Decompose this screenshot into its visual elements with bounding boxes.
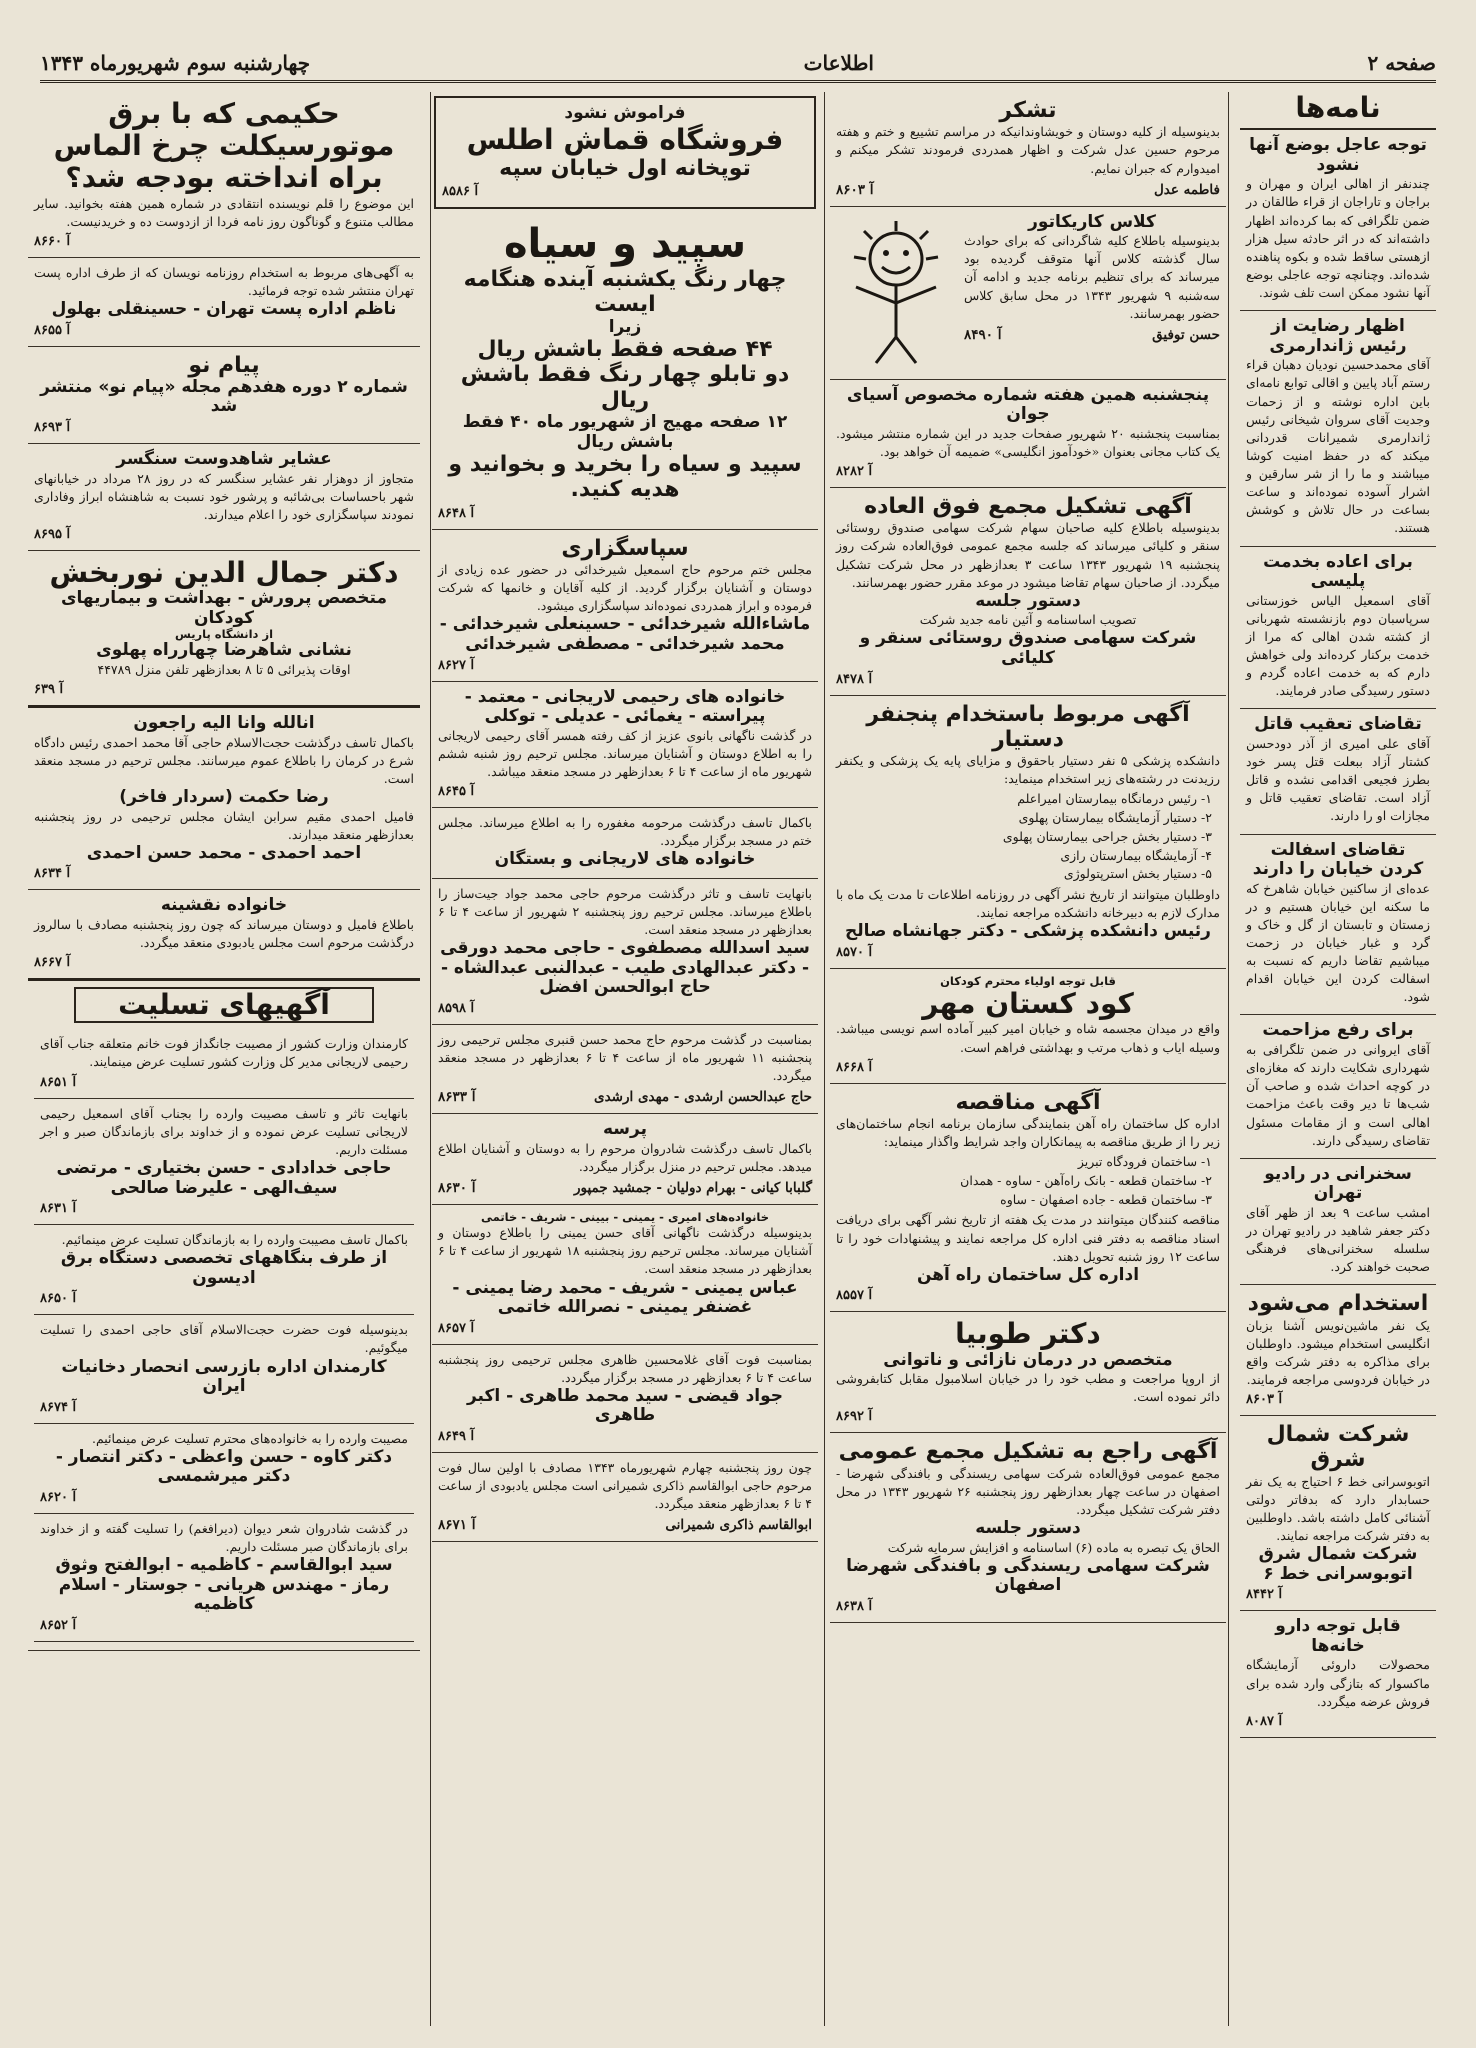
ad-title: قابل توجه دارو خانه‌ها [1275,1616,1401,1656]
letter-body: چندنفر از اهالی ایران و مهران و براجان و تاراجان از قراء طالقان در ضمن تلگرافی که بما کرده‌اند اظهار داشته‌اند که در اثر حادثه سیل هزار ازهستی ساقط شده و بکوه پناهنده شده‌اند. وچنانچه توجه عاجلی بوضع آنها نشود ممکن است تلف شوند. [1246,176,1430,301]
ad-agenda-body: الحاق یک تبصره به ماده (۶) اساسنامه و افزایش سرمایه شرکت [887,1539,1220,1555]
condolence-section [28,981,420,1651]
ad-body-2: مناقصه کنندگان میتوانند در مدت یک هفته از تاریخ نشر آگهی برای دریافت اسناد مناقصه به دفتر فنی اداره کل مراجعه نمایند و پیشنهادات خود را تا ساعت ۱۲ روز شنبه تحویل دهند. [836,1212,1220,1264]
ad-line: چهار رنگ یکشنبه آینده هنگامه ایست [463,267,787,318]
letter [1240,1159,1436,1286]
ad-tribes [28,444,420,551]
ad-title: آگهی مناقصه [955,1089,1101,1115]
letter-body: آقای اسمعیل الیاس خوزستانی سرپاسبان دوم بازنشسته شهربانی از کشته شدن اهالی که مرا از خدمت برکنار کرده‌اند ولی خواهش دارم که به خدمت اعاده گردم و دستور رسیدگی صادر فرمایند. [1246,592,1430,699]
ad-title: خانواده های رحیمی لاریجانی - معتمد - پیراسته - یغمائی - عدیلی - توکلی [464,686,786,727]
ad-code: آ ۸۶۰۳ [836,181,874,198]
ad-line: دو تابلو چهار رنگ فقط باشش ریال [460,362,790,413]
ad-title: آگهی تشکیل مجمع فوق العاده [864,494,1192,520]
ad-obituary [432,1205,818,1345]
ad-body: اتوبوسرانی خط ۶ احتیاج به یک نفر حسابدار دارد که بدفاتر دولتی آشنائی کامل داشته باشد. داوطلبین به دفتر شرکت مراجعه نمایند. [1246,1473,1430,1544]
ad-code: آ ۸۶۵۱ [40,1074,77,1090]
condolence-item [34,1099,414,1225]
ad-signature: خانواده های لاریجانی و بستگان [494,849,756,870]
list-item: ۵- دستیار بخش استرپتولوژی [1063,866,1212,882]
ad-line: زیرا [608,316,642,337]
ad-code: آ ۸۶۳۰ [438,1179,476,1196]
ad-signature: ناظم اداره پست تهران - حسینقلی بهلول [51,299,397,320]
ad-obituary [432,1345,818,1453]
condolence-signature: دکتر کاوه - حسن واعظی - دکتر انتصار - دکتر میرشمسی [55,1446,393,1487]
ad-title: خانواده‌های امیری - یمینی - بیینی - شریف - خاتمی [480,1209,769,1224]
ad-title: شرکت شمال شرق [1266,1422,1410,1473]
condolence-body: بدینوسیله فوت حضرت حجت‌الاسلام آقای حاجی احمدی را تسلیت میگوئیم. [40,1322,408,1356]
condolence-signature: از طرف بنگاههای تخصصی دستگاه برق ادیسون [60,1248,388,1288]
column-rule [430,92,431,2026]
letter [1240,547,1436,710]
ad-signature: شرکت شمال شرق اتوبوسرانی خط ۶ [1258,1544,1418,1584]
ad-obituary [432,879,818,1025]
letter-title: توجه عاجل بوضع آنها نشود [1249,135,1427,175]
ad-code: آ ۸۴۹۰ [964,326,1002,343]
ad-body: بمناسبت در گذشت مرحوم حاج محمد حسن قنبری مجلس ترحیمی روز پنجشنبه ۱۱ شهریور ماه از ساعت ۴ تا ۶ بعدازظهر در مسجد منعقد میگردد. [438,1031,812,1084]
ad-signature: حسن توفیق [1152,326,1220,343]
tender-list [836,1153,1220,1209]
ad-body: بانهایت تاسف و تاثر درگذشت مرحوم حاجی محمد جواد جیت‌ساز را باطلاع میرساند. مجلس ترحیم روز پنجشنبه ۲ شهریور از ساعت ۴ تا ۶ بعدازظهر در مسجد منعقد است. [438,885,813,938]
ad-title: فروشگاه قماش اطلس [466,122,784,156]
ad-code: آ ۸۶۵۷ [438,1320,475,1336]
ad-pharmacy [1240,1611,1436,1737]
letter-body: عده‌ای از ساکنین خیابان شاهرخ که ما سکنه این خیابان هستیم و در زمستان و تابستان از گل و خاک و گرد و غبار خیابان در زحمت میباشیم تقاضا داریم که نسبت به اسفالت کردن این خیابان اقدام شود. [1246,880,1430,1005]
ad-subtitle: قابل توجه اولیاء محترم کودکان [940,973,1116,988]
ad-obituary [432,808,818,879]
condolence-item [34,1315,414,1423]
ad-code: آ ۸۶۶۷ [34,955,71,971]
condolence-body: باکمال تاسف مصیبت وارده را به بازماندگان تسلیت عرض مینمائیم. [61,1232,408,1248]
ad-body: باکمال تاسف درگذشت شادروان مرحوم را به دوستان و آشنایان اطلاع میدهد. مجلس ترحیم در منزل برگزار میگردد. [438,1140,812,1174]
letter [1240,130,1436,311]
ad-code: آ ۸۶۴۹ [438,1429,475,1444]
list-item: ۲- دستیار آزمایشگاه بیمارستان پهلوی [1018,810,1212,826]
ad-body: یک نفر ماشین‌نویس آشنا بزبان انگلیسی استخدام میشود. داوطلبان برای مذاکره به دفتر شرکت واقع در خیابان فردوسی مراجعه فرمایند. [1246,1317,1430,1388]
ad-signature: رئیس دانشکده پزشکی - دکتر جهانشاه صالح [845,921,1211,942]
letter [1240,311,1436,546]
condolence-item [34,1029,414,1098]
list-item: ۳- ساختمان قطعه - جاده اصفهان - ساوه [1000,1191,1212,1207]
ad-memorial [432,1114,818,1205]
ad-signature: حاج عبدالحسن ارشدی - مهدی ارشدی [594,1089,812,1106]
ad-body: از اروپا مراجعت و مطب خود را در خیابان اسلامبول مقابل کتابفروشی دائر نموده است. [836,1371,1220,1405]
position-list [836,790,1220,884]
ad-signature: گلبابا کیانی - بهرام دولیان - جمشید جمپور [573,1179,812,1196]
ad-general-assembly [830,1433,1226,1622]
ad-doctor-nourbakhsh [28,551,420,708]
ad-body: متجاوز از دوهزار نفر عشایر سنگسر که در روز ۲۸ مرداد در خیابانهای شهر باحساسات بی‌شائبه و پرشور خود نسبت به شاهنشاه ابراز وفاداری نمودند سپاسگزاری خود را اعلام میدارند. [34,470,414,522]
ad-title: آگهی راجع به تشکیل مجمع عمومی [838,1439,1218,1465]
ad-agenda-title: دستور جلسه [975,590,1081,611]
ad-body: دانشکده پزشکی ۵ نفر دستیار باحقوق و مزایای پایه یک پزشکی و یکنفر رزیدنت در رشته‌های زیر استخدام مینماید: [836,753,1220,787]
ad-kicker: فراموش نشود [564,103,686,123]
ad-code: آ ۸۶۳۳ [438,1089,476,1106]
condolence-signature: کارمندان اداره بازرسی انحصار دخانیات ایران [61,1356,387,1397]
condolence-body: کارمندان وزارت کشور از مصیبت جانگداز فوت خانم متعلقه جناب آقای رحیمی لاریجانی مدیر کل وزارت کشور تسلیت عرض مینمایند. [40,1036,408,1070]
ad-signature: شرکت سهامی صندوق روستائی سنقر و کلیائی [859,628,1197,669]
condolence-body: بانهایت تاثر و تاسف مصیبت وارده را بجناب آقای اسمعیل رحیمی لاریجانی تسلیت عرض نموده و از خداوند برای بازماندگان صبر و اجر مسئلت داریم. [40,1105,408,1157]
letter-title: سخنرانی در رادیو تهران [1264,1163,1412,1204]
ad-code: آ ۸۶۷۴ [40,1399,77,1415]
list-item: ۲- ساختمان قطعه - بانک راه‌آهن - ساوه - همدان [960,1172,1212,1188]
ad-code: آ ۸۶۳۸ [836,1598,873,1614]
ad-agenda-body: تصویب اساسنامه و آئین نامه جدید شرکت [919,612,1137,628]
ad-employment [1240,1285,1436,1416]
ad-signature: سید اسدالله مصطفوی - حاجی محمد دورقی - دکتر عبدالهادی طیب - عبدالنبی عبدالشاه - حاج ابوالحسن افضل [440,938,810,998]
ad-hours: اوقات پذیرائی ۵ تا ۸ بعدازظهر تلفن منزل ۴۴۷۸۹ [97,661,351,677]
ad-title: سپاسگزاری [561,535,689,561]
ad-gratitude [432,530,818,682]
condolence-item [34,1424,414,1514]
ad-line: ۱۲ صفحه مهیج از شهریور ماه ۴۰ فقط باشش ریال [462,412,788,452]
letter-body: امشب ساعت ۹ بعد از ظهر آقای دکتر جعفر شاهید در رادیو تهران در سلسله سخنرانی‌های فرهنگی صحبت خواهند کرد. [1246,1204,1430,1275]
condolence-body: در گذشت شادروان شعر دیوان (دیرافغم) را تسلیت گفته و از خداوند برای بازماندگان صبر مسئلت داریم. [40,1520,408,1554]
ad-code: آ ۸۶۷۱ [438,1517,476,1534]
ad-magazine [830,380,1226,488]
ad-doctor-tubia [830,1312,1226,1433]
ad-body: بمناسبت فوت آقای غلامحسین ظاهری مجلس ترحیمی روز پنجشنبه ساعت ۴ تا ۶ بعدازظهر در مسجد برگزار میگردد. [438,1351,812,1385]
ad-title: عشایر شاهدوست سنگسر [116,449,332,469]
ads-column-2 [830,92,1226,2026]
ad-code: آ ۸۶۲۰ [40,1489,77,1505]
ad-body: محصولات داروئی آزمایشگاه ماکسوار که بتازگی وارد شده برای فروش عرضه میگردد. [1246,1657,1430,1709]
ad-address: نشانی شاهرضا چهارراه پهلوی [96,640,352,661]
ad-anniversary [432,1453,818,1542]
masthead [40,46,1436,83]
ad-code: آ ۸۶۹۲ [836,1409,873,1425]
ad-family-notice [28,890,420,981]
condolence-body: مصیبت وارده را به خانواده‌های محترم تسلیت عرض مینمائیم. [91,1430,408,1446]
ad-code: آ ۸۵۹۸ [438,1000,475,1016]
ad-signature: فاطمه عدل [1153,181,1220,198]
ad-subtitle: متخصص پرورش - بهداشت و بیماریهای کودکان [60,588,388,628]
ad-residents [830,696,1226,969]
letters-column [1240,92,1436,2026]
ad-code: آ ۶۳۹ [34,682,64,698]
ad-obituary [28,708,420,890]
ad-body: اداره کل ساختمان راه آهن بنمایندگی سازمان برنامه انجام ساختمان‌های زیر را از طریق مناقصه به پیمانکاران واجد شرایط واگذار مینماید: [836,1115,1220,1150]
cartoon-figure-icon [836,213,956,371]
ad-subtitle-2: از دانشگاه پاریس [174,627,274,642]
ad-title: پنجشنبه همین هفته شماره مخصوص آسیای جوان [846,384,1210,425]
ad-body-2: فامیل احمدی مقیم سرابن ایشان مجلس ترحیمی در روز پنجشنبه بعدازظهر منعقد میدارند. [34,808,414,842]
ad-title: کلاس کاریکاتور [1028,211,1156,232]
ad-payam-no [28,347,420,444]
ad-title: پیام نو [188,352,260,378]
ad-body: بدینوسیله باطلاع کلیه صاحبان سهام شرکت سهامی صندوق روستائی سنقر و کلیائی میرساند که جلسه مجمع عمومی فوق‌العاده شرکت روز پنجشنبه ۱۹ شهریور ۱۳۴۳ ساعت ۳ بعدازظهر در محل شرکت تشکیل میگردد. از صاحبان سهام تقاضا میشود در موعد مقرر حضور بهمرسانند. [836,520,1220,590]
letter [1240,709,1436,834]
ad-subtitle: متخصص در درمان نازائی و ناتوانی [883,1349,1173,1370]
letter-title: تقاضای اسفالت کردن خیابان را دارند [1252,839,1424,880]
ads-column-4 [28,92,420,2026]
letter [1240,835,1436,1016]
masthead-date: چهارشنبه سوم شهریورماه ۱۳۴۳ [40,51,311,75]
ad-body: باکمال تاسف درگذشت حجت‌الاسلام حاجی آقا محمد احمدی رئیس دادگاه شرع در کرمان را باطلاع عموم میرسانند. مجلس ترحیم در مسجد منعقد است. [34,734,414,786]
column-rule [824,92,825,2026]
ad-title: استخدام می‌شود [1247,1291,1429,1317]
ad-signature: شرکت سهامی ریسندگی و بافندگی شهرضا اصفهان [846,1555,1210,1596]
ad-signature: رضا حکمت (سردار فاخر) [119,787,329,808]
ad-title: خانواده نقشینه [160,895,288,916]
ad-signature-2: احمد احمدی - محمد حسن احمدی [86,842,362,863]
ad-code: آ ۸۵۸۶ [442,184,479,200]
ad-code: آ ۸۶۴۵ [438,783,475,799]
ad-title: حکیمی که با برق موتورسیکلت چرخ الماس براه انداخته بودجه شد؟ [53,97,395,195]
ad-line: ۴۴ صفحه فقط باشش ریال [477,337,773,363]
ad-tender [830,1084,1226,1313]
ad-code: آ ۸۶۶۰ [34,233,71,249]
ad-thanks [830,92,1226,207]
letter-body: آقای ایروانی در ضمن تلگرافی به شهرداری شکایت دارند که مغازه‌ای در کوچه احداث شده و صاحب آن شب‌ها تا دیر وقت باعث مزاحمت اهالی است و از مقامات مسئول تقاضای رسیدگی دارند. [1246,1042,1430,1148]
column-rule [1228,92,1229,2026]
ad-assembly [830,488,1226,696]
ad-body: بدینوسیله از کلیه دوستان و خویشاوندانیکه در مراسم تشییع و ختم و هفته مرحوم حسین عدل شرکت و اظهار همدردی فرمودند تشکر میکنم و امیدوارم که جبران نمایم. [836,124,1220,176]
ad-signature: اداره کل ساختمان راه آهن [916,1264,1140,1285]
ad-body: به آگهی‌های مربوط به استخدام روزنامه نویسان که از طرف اداره پست تهران منتشر شده توجه فرمائید. [34,264,414,298]
ad-code: آ ۸۶۹۳ [34,420,71,435]
ad-atlas-store [434,96,816,209]
ad-body: بدینوسیله درگذشت ناگهانی آقای حسن یمینی را باطلاع دوستان و آشنایان میرساند. مجلس ترحیم روز پنجشنبه ۱۸ شهریور از ساعت ۴ تا ۶ بعدازظهر در مسجد منعقد است. [438,1225,813,1277]
ad-body-2: داوطلبان میتوانند از تاریخ نشر آگهی در روزنامه اطلاعات تا مدت یک ماه با مدارک لازم به دبیرخانه دانشکده مراجعه نمایند. [836,887,1220,921]
letter-body: آقای علی امیری از آذر دودحسن کشتار آزاد ببعلت قتل پسر خود بطرز فجیعی اقدامی نشده و قاتل آزاد است. تقاضای تعقیب قاتل و مجازات او را دارند. [1246,735,1430,824]
list-item: ۱- رئیس درمانگاه بیمارستان امیراعلم [1017,791,1212,807]
ad-agenda-title: دستور جلسه [975,1518,1081,1538]
ad-title: سپید و سیاه [503,221,747,268]
letter-title: برای رفع مزاحمت [1262,1020,1414,1041]
condolence-signature: سید ابوالقاسم - کاظمیه - ابوالفتح وثوق رماز - مهندس هریانی - جوستار - اسلام کاظمیه [55,1555,393,1615]
ad-title: انالله وانا الیه راجعون [133,713,315,734]
ad-signature: جواد قیضی - سید محمد طاهری - اکبر طاهری [466,1385,784,1426]
ad-title: آگهی مربوط باستخدام پنجنفر دستیار [866,701,1190,752]
ad-code: آ ۸۶۳۴ [34,866,71,882]
section-title: آگهیهای تسلیت [74,987,374,1023]
ad-kindergarten [830,969,1226,1084]
ad-code: آ ۸۵۵۷ [836,1288,873,1304]
ad-code: آ ۸۴۷۸ [836,671,873,687]
ad-code: آ ۸۶۵۵ [34,322,71,338]
ad-body: باکمال تاسف درگذشت مرحومه مغفوره را به اطلاع میرساند. مجلس ختم در مسجد برگزار میگردد. [438,814,812,849]
condolence-item [34,1225,414,1315]
ad-obituary [432,682,818,808]
ad-signature: ابوالقاسم ذاکری شمیرانی [665,1517,812,1534]
list-item: ۳- دستیار بخش جراحی بیمارستان پهلوی [1002,828,1212,844]
ad-subtitle: توپخانه اول خیابان سپه [499,155,751,181]
ad-code: آ ۸۶۵۲ [40,1617,77,1633]
ad-code: آ ۸۶۶۸ [836,1059,873,1075]
ad-code: آ ۸۶۴۸ [438,505,475,521]
ad-code: آ ۸۶۳۱ [40,1201,77,1217]
ad-code: آ ۸۶۲۷ [438,657,475,673]
ad-title: دکتر جمال الدین نوربخش [49,555,399,589]
ad-code: آ ۸۵۷۰ [836,944,873,960]
section-title: نامه‌ها [1240,92,1436,130]
ad-title: دکتر طوبیا [955,1317,1101,1351]
masthead-page: صفحه ۲ [1367,51,1436,75]
ad-code: آ ۸۶۹۵ [34,526,71,542]
ad-title: تشکر [999,98,1057,123]
letter-title: اظهار رضایت از رئیس ژاندارمری [1269,316,1407,356]
masthead-paper: اطلاعات [803,51,874,75]
ad-obituary [432,1025,818,1114]
ad-body: چون روز پنجشنبه چهارم شهریورماه ۱۳۴۳ مصادف با اولین سال فوت مرحوم حاجی ابوالقاسم ذاکری شمیرانی است مجلس یادبودی از ساعت ۴ تا ۶ بعدازظهر منعقد میگردد. [438,1460,812,1512]
letter-title: تقاضای تعقیب قاتل [1254,714,1422,735]
ad-caricature-class [830,207,1226,380]
ad-signature: عباس یمینی - شریف - محمد رضا یمینی - غضنفر یمینی - نصرالله خاتمی [452,1277,798,1318]
list-item: ۱- ساختمان فرودگاه تبریز [1077,1154,1212,1170]
ad-code: آ ۸۴۴۲ [1246,1587,1283,1603]
ad-code: آ ۸۶۰۳ [1246,1392,1283,1408]
letter-title: برای اعاده بخدمت پلیسی [1263,551,1413,592]
ad-body: مجمع عمومی فوق‌العاده شرکت سهامی ریسندگی و بافندگی شهرضا - اصفهان در ساعت چهار بعدازظهر روز پنجشنبه ۲۶ شهریور ۱۳۴۳ در محل دفتر شرکت تشکیل میگردد. [836,1465,1220,1517]
ad-code: آ ۸۰۸۷ [1246,1713,1283,1729]
ad-line: سپید و سیاه را بخرید و بخوانید و هدیه کنید. [448,452,802,503]
ad-title: کود کستان مهر [922,987,1134,1021]
ad-body: بمناسبت پنجشنبه ۲۰ شهریور صفحات جدید در این شماره منتشر میشود. یک کتاب مجانی بعنوان «خودآموز انگلیسی» ضمیمه آن خواهد بود. [836,425,1220,459]
ad-body: این موضوع را قلم نویسنده انتقادی در شماره همین هفته بخوانید. سایر مطالب متنوع و گوناگون روز نامه فردا از ازدوست ده و خریدنیست. [34,195,414,229]
letter [1240,1015,1436,1158]
ad-body: در گذشت ناگهانی بانوی عزیز از کف رفته همسر آقای رحیمی لاریجانی را به اطلاع دوستان و آشنایان میرساند. مجلس ترحیم روز شنبه ششم شهریور ماه از ساعت ۴ تا ۶ بعدازظهر در مسجد منعقد میباشد. [438,727,812,779]
ad-post-office [28,258,420,347]
ad-sepid-siah [432,215,818,530]
list-item: ۴- آزمایشگاه بیمارستان رازی [1060,847,1212,863]
ad-code: آ ۸۲۸۲ [836,464,873,480]
ad-body: واقع در میدان مجسمه شاه و خیابان امیر کبیر آماده اسم نویسی میباشد. وسیله ایاب و ذهاب مرتب و بهداشتی فراهم است. [836,1021,1220,1055]
ad-body: مجلس ختم مرحوم حاج اسمعیل شیرخدائی در حضور عده زیادی از دوستان و آشنایان برگزار گردید. از کلیه آقایان و خانمها که شرکت فرموده و ابراز همدردی نموده‌اند سپاسگزاری میشود. [438,562,812,614]
ad-title: پرسه [603,1119,647,1140]
ads-column-3 [432,92,818,2026]
letter-body: آقای محمدحسین نودیان دهبان قراء رستم آباد پایین و اقالی توابع نامه‌ای باین اداره نوشته و از زحمات وجدیت آقای سروان شیخانی رئیس ژاندارمری شمیرانات قدردانی میکند که در حفظ امنیت کوشا میباشند و ما را از شر سارقین و اشرار آسوده نموده‌اند و ساعت بساعت در حال تلاش و کوشش هستند. [1246,357,1430,536]
ad-subtitle: شماره ۲ دوره هفدهم مجله «پیام نو» منتشر شد [40,376,408,417]
ad-weekly-magazine [28,92,420,258]
ad-body: باطلاع فامیل و دوستان میرساند که چون روز پنجشنبه مصادف با سالروز درگذشت مرحوم است مجلس یادبودی منعقد میگردد. [34,916,414,951]
condolence-signature: حاجی خدادادی - حسن بختیاری - مرتضی سیف‌الهی - علیرضا صالحی [56,1157,392,1198]
ad-body: بدینوسیله باطلاع کلیه شاگردانی که برای حوادث سال گذشته کلاس آنها متوقف گردیده بود میرساند که برای تنظیم برنامه جدید و ادامه آن سه‌شنبه ۹ شهریور ۱۳۴۳ در محل سابق کلاس حضور بهمرسانند. [964,233,1220,321]
ad-code: آ ۸۶۵۰ [40,1291,77,1307]
condolence-item [34,1514,414,1642]
ad-company [1240,1416,1436,1611]
ad-signature: ماشاءالله شیرخدائی - حسینعلی شیرخدائی - محمد شیرخدائی - مصطفی شیرخدائی [439,614,811,654]
